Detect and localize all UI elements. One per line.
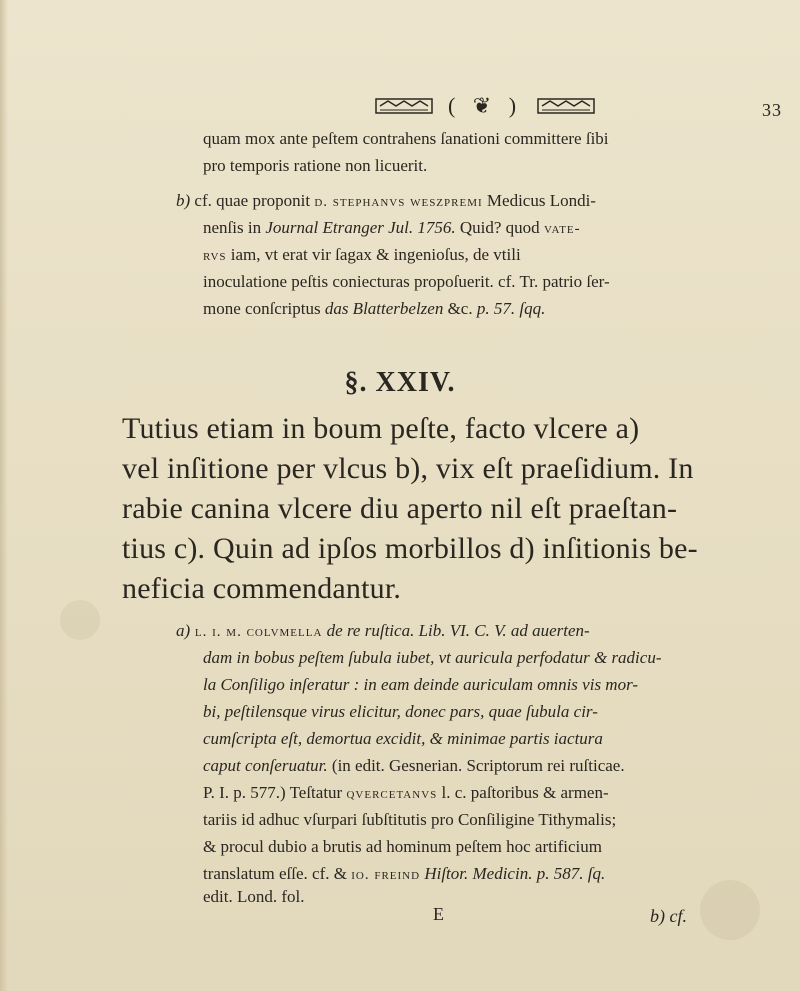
main-text-line: tius c). Quin ad ipſos morbillos d) inſitionis be- (122, 532, 698, 565)
text-span: translatum eſſe. cf. & (203, 864, 352, 883)
footnote-a-line (176, 622, 590, 640)
footnote-a-line: cumſcripta eſt, demortua excidit, & minimae partis iactura (203, 729, 603, 748)
text-span: (in edit. Gesnerian. Scriptorum rei ruſticae. (327, 756, 625, 775)
page-number: 33 (762, 100, 782, 120)
text-line: quam mox ante peſtem contrahens ſanationi committere ſibi (203, 129, 609, 148)
footnote-a-line: la Conſiligo inſeratur : in eam deinde auriculam omnis vis mor- (203, 675, 639, 694)
paper-stain (60, 600, 100, 640)
main-text-line: Tutius etiam in boum peſte, facto vlcere a) (122, 412, 640, 445)
footnote-b-line (203, 246, 521, 264)
footnote-marker: a) (176, 621, 191, 640)
title-span: de re ruſtica. Lib. VI. C. V. ad auerten- (322, 621, 590, 640)
page-edge (0, 0, 8, 991)
page-ref: p. 57. ſqq. (476, 299, 546, 318)
text-span: nenſis in (203, 218, 266, 237)
title-span: Hiſtor. Medicin. (420, 864, 533, 883)
footnote-a-line (203, 757, 625, 774)
right-ornament-icon (536, 96, 596, 116)
page-ref: p. 587. ſq. (532, 864, 606, 883)
text-span: iam, vt erat vir ſagax & ingenioſus, de vtili (226, 245, 521, 264)
author-name: io. freind (351, 867, 421, 883)
text-span: Quid? quod (455, 218, 544, 237)
text-line: pro temporis ratione non licuerit. (203, 156, 428, 175)
footnote-b-line (203, 300, 545, 317)
page-header (120, 92, 800, 122)
section-heading: §. XXIV. (344, 367, 456, 398)
year-span: 1756. (413, 218, 456, 237)
main-text-line: rabie canina vlcere diu aperto nil eſt praeſtan- (122, 492, 678, 525)
text-span: P. I. p. 577.) Teſtatur (203, 783, 347, 802)
footnote-a-line: tariis id adhuc vſurpari ſubſtitutis pro Conſiligine Tithymalis; (203, 810, 617, 829)
footnote-b-line (203, 219, 581, 237)
title-span: das Blatterbelzen (324, 299, 444, 318)
text-span: mone conſcriptus (203, 299, 325, 318)
paper-stain (700, 880, 760, 940)
footnote-a-line: & procul dubio a brutis ad hominum peſtem hoc artificium (203, 837, 602, 856)
footnote-marker: b) (176, 191, 191, 210)
left-ornament-icon (374, 96, 434, 116)
title-span: caput conſeruatur. (203, 756, 328, 775)
author-name: vate- (543, 221, 581, 237)
author-name: l. i. m. colvmella (190, 624, 323, 640)
signature-mark: E (433, 904, 444, 924)
author-name: d. stephanvs weszpremi (314, 194, 483, 210)
author-name: qvercetanvs (346, 786, 438, 802)
text-span: l. c. paſtoribus & armen- (437, 783, 609, 802)
catchword: b) cf. (650, 906, 687, 926)
footnote-b-line (176, 192, 596, 210)
text-span: Medicus Londi- (482, 191, 596, 210)
title-span: Journal Etranger Jul. (265, 218, 414, 237)
footnote-a-line: edit. Lond. fol. (203, 887, 305, 906)
footnote-b-line: inoculatione peſtis coniecturas propoſuerit. cf. Tr. patrio ſer- (203, 272, 610, 291)
main-text-line: neficia commendantur. (122, 572, 402, 605)
text-span: cf. quae proponit (190, 191, 315, 210)
footnote-a-line (203, 784, 609, 802)
main-text-line: vel inſitione per vlcus b), vix eſt praeſidium. In (122, 452, 694, 485)
footnote-a-line (203, 865, 605, 883)
text-span: &c. (443, 299, 477, 318)
header-ornament (310, 92, 660, 120)
footnote-a-line: dam in bobus peſtem ſubula iubet, vt auricula perfodatur & radicu- (203, 648, 662, 667)
footnote-a-line: bi, peſtilensque virus elicitur, donec pars, quae ſubula cir- (203, 702, 598, 721)
center-ornament: ( ❦ ) (447, 93, 523, 118)
author-name: rvs (203, 248, 227, 264)
